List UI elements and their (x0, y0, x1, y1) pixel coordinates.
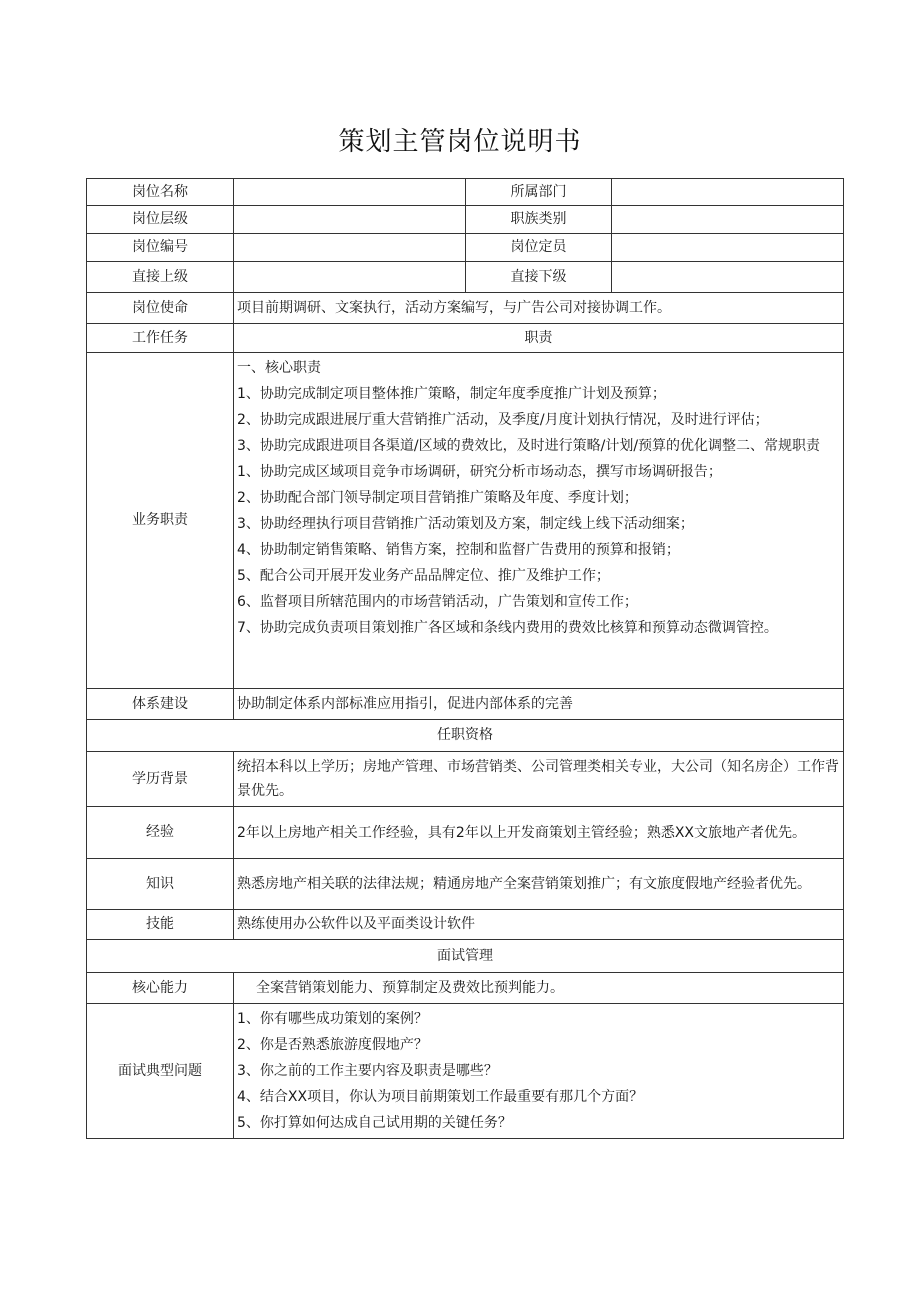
department-label: 所属部门 (466, 179, 612, 206)
duty-line: 3、协助完成跟进项目各渠道/区域的费效比，及时进行策略/计划/预算的优化调整二、常规职责 (237, 438, 821, 454)
duty-line: 2、协助完成跟进展厅重大营销推广活动，及季度/月度计划执行情况，及时进行评估； (237, 412, 769, 428)
subordinate-label: 直接下级 (466, 262, 612, 293)
interview-questions-label: 面试典型问题 (87, 1004, 234, 1139)
duty-header: 职责 (234, 324, 844, 353)
knowledge-label: 知识 (87, 859, 234, 910)
subordinate-value (612, 262, 844, 293)
page-title: 策划主管岗位说明书 (338, 127, 582, 157)
knowledge-value: 熟悉房地产相关联的法律法规；精通房地产全案营销策划推广；有文旅度假地产经验者优先。 (234, 859, 844, 910)
experience-label: 经验 (87, 807, 234, 859)
family-label: 职族类别 (466, 206, 612, 234)
family-value (612, 206, 844, 234)
mission-value: 项目前期调研、文案执行，活动方案编写，与广告公司对接协调工作。 (234, 293, 844, 324)
core-ability-value: 全案营销策划能力、预算制定及费效比预判能力。 (234, 973, 844, 1004)
skill-label: 技能 (87, 910, 234, 940)
duty-line: 一、核心职责 (237, 360, 321, 376)
code-value (234, 234, 466, 262)
code-label: 岗位编号 (87, 234, 234, 262)
duty-line: 7、协助完成负责项目策划推广各区域和条线内费用的费效比核算和预算动态微调管控。 (237, 620, 778, 636)
core-ability-label: 核心能力 (87, 973, 234, 1004)
duty-line: 1、协助完成区域项目竞争市场调研，研究分析市场动态，撰写市场调研报告； (237, 464, 722, 480)
level-value (234, 206, 466, 234)
system-label: 体系建设 (87, 689, 234, 720)
headcount-label: 岗位定员 (466, 234, 612, 262)
duty-line: 5、配合公司开展开发业务产品品牌定位、推广及维护工作； (237, 568, 610, 584)
duty-line: 2、协助配合部门领导制定项目营销推广策略及年度、季度计划； (237, 490, 638, 506)
question-item: 2、你是否熟悉旅游度假地产？ (237, 1037, 428, 1053)
skill-value: 熟练使用办公软件以及平面类设计软件 (234, 910, 844, 940)
business-label: 业务职责 (87, 353, 234, 689)
question-item: 4、结合XX项目，你认为项目前期策划工作最重要有那几个方面？ (237, 1089, 644, 1105)
system-value: 协助制定体系内部标准应用指引，促进内部体系的完善 (234, 689, 844, 720)
duty-line: 4、协助制定销售策略、销售方案，控制和监督广告费用的预算和报销； (237, 542, 680, 558)
superior-value (234, 262, 466, 293)
question-item: 1、你有哪些成功策划的案例？ (237, 1011, 428, 1027)
question-item: 5、你打算如何达成自己试用期的关键任务？ (237, 1115, 512, 1131)
headcount-value (612, 234, 844, 262)
level-label: 岗位层级 (87, 206, 234, 234)
mission-label: 岗位使命 (87, 293, 234, 324)
question-item: 3、你之前的工作主要内容及职责是哪些？ (237, 1063, 498, 1079)
duty-line: 1、协助完成制定项目整体推广策略，制定年度季度推广计划及预算； (237, 386, 666, 402)
interview-questions (234, 1004, 844, 1139)
job-description-table (86, 178, 844, 1139)
superior-label: 直接上级 (87, 262, 234, 293)
position-name-label: 岗位名称 (87, 179, 234, 206)
education-label: 学历背景 (87, 752, 234, 807)
duty-line: 3、协助经理执行项目营销推广活动策划及方案，制定线上线下活动细案； (237, 516, 694, 532)
education-value: 统招本科以上学历；房地产管理、市场营销类、公司管理类相关专业，大公司（知名房企）工作背景优先。 (234, 752, 844, 807)
task-label: 工作任务 (87, 324, 234, 353)
experience-value: 2年以上房地产相关工作经验，具有2年以上开发商策划主管经验；熟悉XX文旅地产者优先。 (234, 807, 844, 859)
qualification-header: 任职资格 (87, 720, 844, 752)
interview-header: 面试管理 (87, 940, 844, 973)
position-name-value (234, 179, 466, 206)
duty-line: 6、监督项目所辖范围内的市场营销活动，广告策划和宣传工作； (237, 594, 638, 610)
business-duties (234, 353, 844, 689)
department-value (612, 179, 844, 206)
